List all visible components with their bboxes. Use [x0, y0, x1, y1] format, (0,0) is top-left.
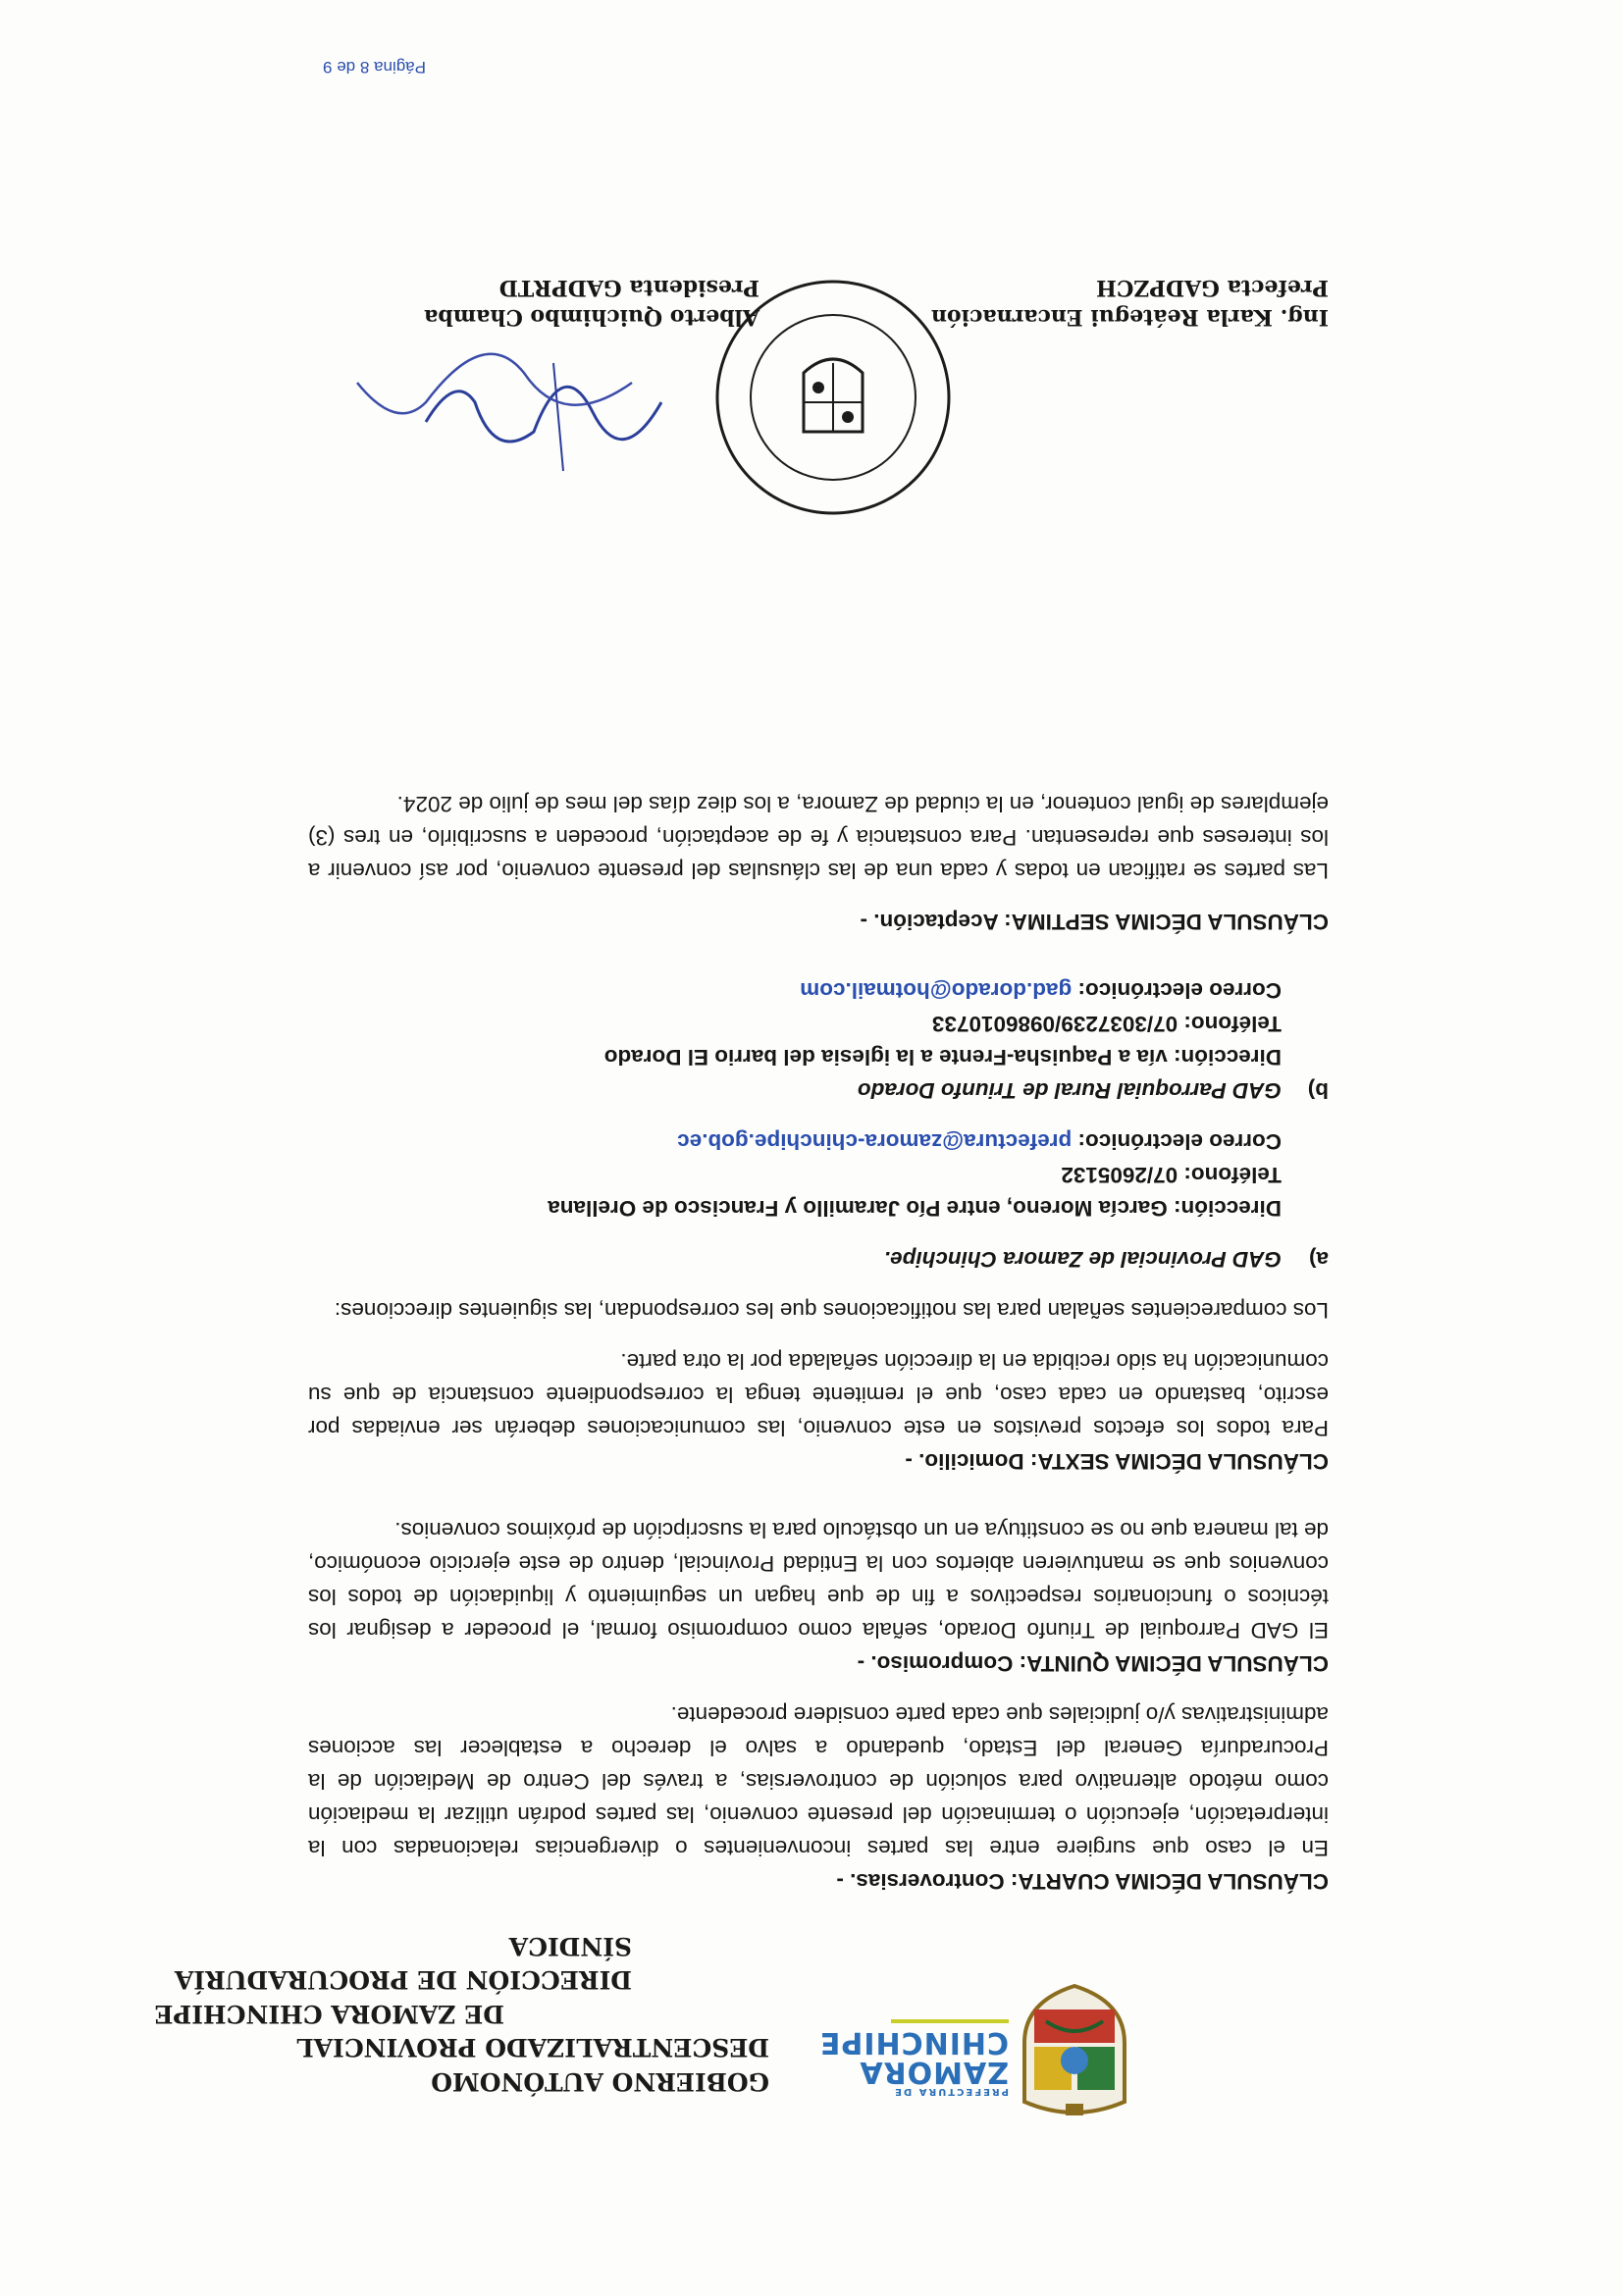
prefectura-logo-text — [818, 2019, 1009, 2097]
party-a-letter: a) — [1308, 1247, 1329, 1272]
institution-line-2: DE ZAMORA CHINCHIPE — [154, 2000, 504, 2028]
signatory-left-role: Prefecta GADPZCH — [1096, 275, 1329, 300]
department-name: DIRECCIÓN DE PROCURADURÍA SÍNDICA — [174, 1932, 632, 1995]
party-b-letter: b) — [1307, 1078, 1329, 1103]
signatory-right — [347, 273, 759, 332]
clause-16-text-2: Los comparecientes señalan para las notificaciones que les correspondan, las siguientes direcciones: — [334, 1298, 1329, 1323]
signatory-right-name: Alberto Quichimbo Chamba — [424, 304, 759, 330]
clause-14-title: CLÁUSULA DÉCIMA CUARTA: Controversias. - — [836, 1869, 1329, 1894]
party-b-email-row — [308, 973, 1329, 1007]
logo-underline — [891, 2019, 1009, 2023]
letterhead — [141, 1933, 1132, 2119]
party-b-address-line: Dirección: vía a Paquisha-Frente a la iglesia del barrio El Dorado — [603, 1045, 1282, 1070]
party-a-address-line: Dirección: García Moreno, entre Pío Jaramillo y Francisco de Orellana — [548, 1196, 1282, 1221]
signatory-left-name: Ing. Karla Reátegui Encarnación — [931, 304, 1329, 330]
party-a-email-label: Correo electrónico: — [1072, 1129, 1282, 1154]
logo-small-text: PREFECTURA DE — [893, 2086, 1009, 2097]
logo-line-1: ZAMORA — [859, 2055, 1009, 2089]
clause-15-text: El GAD Parroquial de Triunfo Dorado, señala como compromiso formal, el proceder a designar los técnicos o funcionarios respectivos a fin de que hagan un seguimiento y liquidación de todos los convenios que se mantuvieren abiertos con la Entidad Provincial, dentro de este ejercicio económico, de tal manera que no se constituya en un obstáculo para la suscripción de próximos convenios. — [308, 1518, 1329, 1643]
party-a-address — [308, 1124, 1329, 1276]
clause-17-title: CLÁUSULA DÉCIMA SEPTIMA: Aceptación. - — [860, 910, 1329, 934]
signatory-left — [916, 273, 1329, 332]
party-b-phone: Teléfono: 07/3037239/0986010733 — [931, 1012, 1282, 1036]
signature-block — [308, 216, 1329, 373]
party-a-email-row — [308, 1124, 1329, 1158]
institution-line-1: GOBIERNO AUTÓNOMO DESCENTRALIZADO PROVINCIAL — [296, 2033, 769, 2096]
clause-16-text-1: Para todos los efectos previstos en este convenio, las comunicaciones deberán ser enviadas por escrito, bastando en cada caso, que el remitente tenga la correspondiente constancia de que su comunicación ha sido recibida en la dirección señalada por la otra parte. — [308, 1349, 1329, 1440]
institution-title — [141, 1929, 769, 2099]
party-a-name: GAD Provincial de Zamora Chinchipe. — [883, 1247, 1282, 1272]
party-a-email-link[interactable]: prefectura@zamora-chinchipe.gob.ec — [677, 1129, 1073, 1154]
party-b-email-label: Correo electrónico: — [1072, 978, 1282, 1003]
party-b-address — [308, 973, 1329, 1107]
party-b-name: GAD Parroquial Rural de Triunfo Dorado — [857, 1078, 1282, 1103]
clause-17-text: Las partes se ratifican en todas y cada una de las cláusulas del presente convenio, por así convenir a los intereses que representan. Para constancia y fe de aceptación, proceden a suscribirlo, en tres (3) ejemplares de igual contenor, en la ciudad de Zamora, a los diez días del mes de julio de 2024. — [308, 792, 1329, 883]
party-a-phone: Teléfono: 07/2605132 — [1061, 1163, 1282, 1187]
clause-15-title: CLÁUSULA DÉCIMA QUINTA: Compromiso. - — [857, 1651, 1329, 1676]
clause-16-title: CLÁUSULA DÉCIMA SEXTA: Domicilio. - — [905, 1449, 1329, 1474]
party-b-email-link[interactable]: gad.dorado@hotmail.com — [800, 978, 1073, 1003]
clause-14-text: En el caso que surgiere entre las partes inconvenientes o divergencias relacionadas con la interpretación, ejecución o terminación del presente convenio, las partes podrán utilizar la mediación como método alternativo para solución de controversias, a través del Centro de Mediación de la Procuraduría General del Estado, quedando a salvo el derecho a establecer las acciones administrativas y/o judiciales que cada parte considere procedente. — [308, 1702, 1329, 1860]
coat-of-arms-icon — [1017, 1984, 1132, 2119]
logo-line-2: CHINCHIPE — [818, 2025, 1009, 2060]
page-number: Página 8 de 9 — [323, 58, 426, 77]
document-body — [308, 787, 1329, 1915]
signatory-right-role: Presidenta GADPRTD — [498, 275, 759, 300]
